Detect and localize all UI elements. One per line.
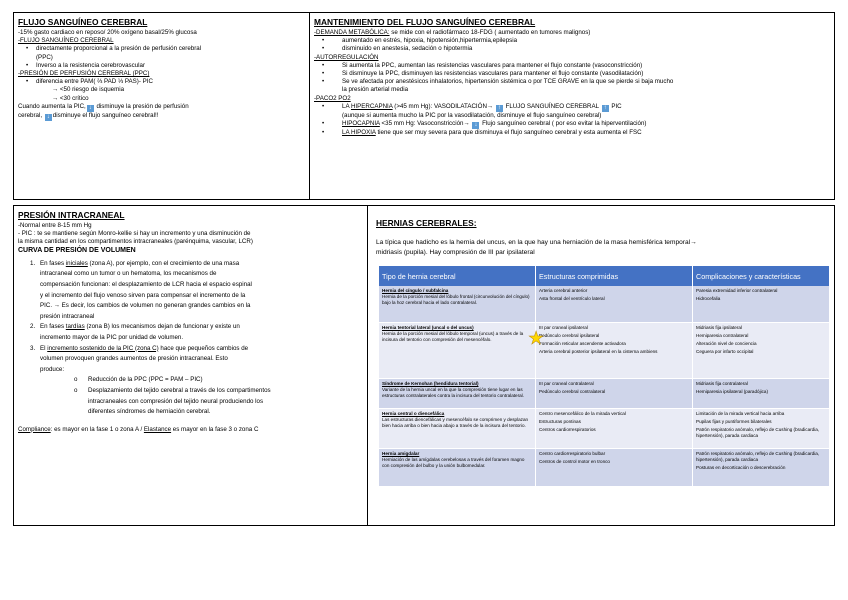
phase-3-term: incremento sostenido de la PIC (zona C)	[47, 344, 159, 352]
structures-cell	[536, 448, 693, 486]
phase-3-a: El	[40, 344, 48, 352]
autoreg-bullet-2: • Si disminuye la PPC, disminuyen las resistencias vasculares para mantener el flujo constante (vasodilatación)	[314, 70, 830, 78]
table-header-row	[379, 266, 830, 286]
demand-bullet-1: • aumentado en estrés, hipoxia, hipotensión,hipertermia,epilepsia	[314, 37, 830, 45]
pic-note-line-1	[18, 103, 305, 112]
col-header-complications: Complicaciones y características	[693, 266, 830, 286]
maintenance-title: MANTENIMIENTO DEL FLUJO SANGUÍNEO CEREBRAL	[314, 17, 536, 27]
icp-line-2: - PIC : te se mantiene según Monro-kellie si hay un incremento y una disminución de	[18, 230, 251, 238]
table-row	[379, 322, 830, 378]
icp-line-1: -Normal entre 8-15 mm Hg	[18, 222, 92, 229]
phase-2-line-1	[18, 322, 363, 333]
hernias-intro-2: midriasis (pupila). Hay compresión de III par ipsilateral	[376, 249, 535, 256]
hernia-type-cell	[379, 408, 536, 448]
sub-bullet-2-cont-2: diferentes síndromes de herniación cerebral.	[88, 408, 211, 416]
phase-1-line-6: presión intracraneal	[40, 312, 95, 320]
phase-3-line-2: volumen provoquen grandes aumentos de presión intracraneal. Esto	[40, 355, 228, 363]
autoregulation-heading: -AUTORREGULACIÓN	[314, 53, 379, 61]
down-arrow-icon: ↓	[474, 122, 478, 129]
autoreg-bullet-3: • Se ve afectada por anestésicos inhalatorios, hipertensión sistémica o por TCE GRAVE en la que se pierde si baja mucho	[314, 78, 830, 86]
ppc-subheading: -PRESIÓN DE PERFUSIÓN CEREBRAL (PPC)	[18, 70, 150, 78]
hypocapnia-line	[314, 120, 830, 129]
complication-item: Patrón respiratorio anómalo, reflejo de Cushing (bradicardia, hipertensión), parada cardiaca	[696, 450, 820, 462]
phase-1-b: (zona A), por ejemplo, con el crecimiento de una masa	[87, 259, 240, 267]
structure-item: Formación reticular ascendente activadora	[539, 340, 626, 346]
icp-title: PRESIÓN INTRACRANEAL	[18, 210, 125, 220]
complication-item: Hemiparesia contralateral	[696, 332, 749, 338]
pic-note-a: Cuando aumenta la PIC,	[18, 102, 86, 110]
structure-item: Arteria cerebral anterior	[539, 288, 588, 293]
structure-item: Centro cardiorrespiratorio bulbar	[539, 450, 606, 456]
complications-cell	[693, 378, 830, 408]
table-row	[379, 378, 830, 408]
down-arrow-icon: ↓	[46, 113, 50, 120]
blood-flow-bullet-1: • directamente proporcional a la presión de perfusión cerebral	[18, 45, 305, 53]
maintenance-box	[309, 12, 835, 200]
sub-bullet-2: o Desplazamiento del tejido cerebral a través de los compartimentos	[18, 386, 363, 397]
icp-line-3: la misma cantidad en los compartimentos intracraneales (parénquima, vascular, LCR)	[18, 238, 253, 246]
complications-cell	[693, 408, 830, 448]
autoreg-bullet-1: • Si aumenta la PPC, aumentan las resistencias vasculares para mantener el flujo constante (vasoconstricción)	[314, 62, 830, 70]
hypoxia-b: tiene que ser muy severa para que disminuya el flujo sanguíneo cerebral y esta aumenta el FSC	[375, 129, 642, 137]
structures-cell	[536, 322, 693, 378]
up-arrow-icon: ↑	[497, 104, 501, 111]
phase-1-a: En fases	[40, 259, 66, 267]
col-header-structures: Estructuras comprimidas	[536, 266, 693, 286]
icp-box	[13, 205, 368, 526]
complications-cell	[693, 322, 830, 378]
sub-bullet-2-cont-1: intracraneales con compresión del tejido neural produciendo los	[88, 397, 264, 405]
table-row	[379, 286, 830, 322]
hernias-title: HERNIAS CEREBRALES:	[376, 218, 477, 228]
table-row	[379, 408, 830, 448]
item-number: 3.	[30, 344, 36, 352]
hernias-intro-1: La típica que hadicho es la hernia del uncus, en la que hay una herniación de la masa hemisférica temporal→	[376, 239, 697, 246]
hypercapnia-term: HIPERCAPNIA	[350, 102, 393, 110]
hernia-type-cell	[379, 286, 536, 322]
hernia-type-desc: Herniación de las amígdalas cerebelosas a través del foramen magno con compresión del bulbo y la unión bulbomedular.	[382, 456, 525, 468]
hernia-type-title: Hernia amigdalar	[382, 450, 420, 456]
structure-item: III par craneal contralateral	[539, 380, 594, 386]
item-number: 1.	[30, 259, 36, 267]
phase-3-b: hace que pequeños cambios de	[158, 344, 249, 352]
complication-item: Hemiparesia ipsilateral (paradójica)	[696, 388, 768, 394]
phase-2-a: En fases	[40, 323, 66, 331]
complication-item: Pupilas fijas y puntiformes bilaterales	[696, 418, 772, 424]
structure-item: Pedúnculo cerebral contralateral	[539, 388, 606, 394]
structure-item: Centro mesencefálico de la mirada vertical	[539, 410, 626, 416]
ppc-arrow-1: → <50 riesgo de isquemia	[52, 86, 125, 94]
item-number: 2.	[30, 323, 36, 331]
ppc-bullet: • diferencia entre PAM( ⅔ PAD ⅓ PAS)- PIC	[18, 78, 305, 86]
compliance-b: : es mayor en la fase 1 o zona A /	[50, 425, 144, 433]
hypoxia-term: LA HIPOXIA	[342, 129, 376, 137]
metabolic-demand-label: -DEMANDA METABÓLICA:	[314, 29, 390, 36]
hypercapnia-c: (>45 mm Hg): VASODILATACIÓN→	[392, 102, 495, 110]
phase-2-term: tardías	[65, 323, 85, 331]
phase-1-term: iniciales	[65, 259, 88, 267]
pic-note-b: disminuye la presión de perfusión	[94, 102, 189, 110]
structure-item: III par craneal ipsilateral	[539, 324, 588, 330]
autoreg-bullet-3-cont: la presión arterial media	[342, 86, 409, 94]
phase-2-line-2: incremento mayor de la PIC por unidad de volumen.	[40, 333, 184, 341]
complications-cell	[693, 448, 830, 486]
down-arrow-icon: ↓	[88, 104, 92, 111]
hypocapnia-term: HIPOCAPNIA	[342, 120, 380, 128]
phase-1-line-2: intracraneal como un tumor o un hematoma, los mecanismos de	[40, 270, 217, 278]
phase-1-line-5: PIC. → Es decir, los cambios de volumen no generan grandes cambios en la	[40, 302, 251, 310]
hypercapnia-a: LA	[342, 102, 351, 110]
hernia-type-title: Hernia del cíngulo / subfalcina	[382, 288, 449, 293]
hypoxia-line	[314, 129, 830, 137]
hypercapnia-d: FLUJO SANGUÍNEO CEREBRAL	[503, 102, 601, 110]
metabolic-demand-line	[314, 29, 830, 37]
complication-item: Midriasis fija ipsilateral	[696, 324, 742, 330]
blood-flow-line-1: -15% gasto cardiaco en reposo/ 20% oxígeno basal/25% glucosa	[18, 29, 197, 36]
complication-item: Hidrocefalia	[696, 296, 721, 301]
structures-cell	[536, 286, 693, 322]
star-icon: ★	[528, 328, 545, 348]
hypercapnia-line	[314, 103, 830, 112]
paco2-heading: -PACO2 PO2	[314, 94, 351, 102]
hernia-type-desc: Las estructuras diencefálicas y mesencéfalo se comprimen y desplazan bien hacia arriba o bien hacia abajo a través de la incisura del tentorio.	[382, 416, 529, 428]
volume-curve-heading: CURVA DE PRESIÓN DE VOLUMEN	[18, 246, 136, 254]
phase-3-line-1	[18, 344, 363, 355]
hernia-type-title: Síndrome de Kernohan (hendidura tentorial)	[382, 380, 479, 386]
complication-item: Midriasis fija contralateral	[696, 380, 748, 386]
complication-item: Ceguera por infarto occipital	[696, 348, 754, 354]
complication-item: Posturas en decorticación o descerebración	[696, 464, 786, 470]
hernia-type-cell	[379, 378, 536, 408]
hernias-table	[379, 266, 830, 487]
sub-bullet-1: o Reducción de la PPC (PPC = PAM – PIC)	[18, 375, 363, 386]
structure-item: Centros de control motor en tronco	[539, 458, 610, 464]
phase-1-line-1	[18, 259, 363, 270]
structure-item: Centros cardiorrespiratorios	[539, 426, 596, 432]
metabolic-demand-text: se mide con el radiofármaco 18-FDG ( aumentado en tumores malignos)	[389, 29, 591, 36]
hernia-type-title: Hernia central o diencefálica	[382, 410, 445, 416]
col-header-type: Tipo de hernia cerebral	[379, 266, 536, 286]
pic-note-c: cerebral,	[18, 111, 44, 119]
hernia-type-cell	[379, 322, 536, 378]
phase-3-line-3: produce:	[40, 365, 65, 373]
hernia-type-desc: Hernia de la porción mesial del lóbulo temporal (uncus) a través de la incisura del tentorio con compresión del mesencéfalo.	[382, 330, 524, 342]
pic-note-d: disminuye el flujo sanguíneo cerebral!!	[52, 111, 159, 119]
phase-2-b: (zona B) los mecanismos dejan de funcionar y existe un	[84, 323, 240, 331]
structure-item: Arteria cerebral posterior ipsilateral en la cisterna ambiens	[539, 348, 658, 354]
hernia-type-title: Hernia tentorial lateral (uncal o del uncus)	[382, 324, 474, 330]
hernia-type-desc: Hernia de la porción mesial del lóbulo frontal (circunvolución del cíngulo) bajo la hoz cerebral hacia el lado contralateral.	[382, 294, 530, 305]
compliance-term: Compliance	[18, 425, 51, 433]
up-arrow-icon: ↑	[603, 104, 607, 111]
complication-item: Limitación de la mirada vertical hacia arriba	[696, 410, 785, 416]
hernia-type-cell	[379, 448, 536, 486]
complications-cell	[693, 286, 830, 322]
table-row	[379, 448, 830, 486]
hernia-type-desc: Variante de la hernia uncal en la que la compresión tiene lugar en las estructuras contralaterales contra la incisura del tentorio contralateral.	[382, 386, 524, 398]
demand-bullet-2: • disminuido en anestesia, sedación o hipotermia	[314, 45, 830, 53]
blood-flow-bullet-2: • Inverso a la resistencia cerebrovascular	[18, 62, 305, 70]
hypercapnia-e: PIC	[609, 102, 622, 110]
structure-item: Estructuras pontinas	[539, 418, 581, 424]
blood-flow-subheading: -FLUJO SANGUÍNEO CEREBRAL	[18, 37, 114, 45]
compliance-line	[18, 426, 363, 434]
blood-flow-bullet-1-cont: (PPC)	[36, 53, 53, 61]
pic-note-line-2	[18, 112, 305, 121]
hypocapnia-c: Flujo sanguíneo cerebral ( por eso evitar la hiperventilación)	[480, 120, 647, 128]
blood-flow-box	[13, 12, 310, 200]
compliance-d: es mayor en la fase 3 o zona C	[171, 425, 259, 433]
ppc-arrow-2: → <30 crítico	[52, 94, 89, 102]
phase-1-line-4: y el incremento del flujo venoso sirven para compensar el incremento de la	[40, 291, 246, 299]
hypocapnia-b: <35 mm Hg: Vasoconstricción→	[379, 120, 472, 128]
structure-item: Pedúnculo cerebral ipsilateral	[539, 332, 600, 338]
phase-1-line-3: compensación funcionan: el desplazamiento de LCR hacia el espacio espinal	[40, 281, 252, 288]
blood-flow-title: FLUJO SANGUÍNEO CEREBRAL	[18, 17, 148, 27]
elastance-term: Elastance	[143, 425, 172, 433]
structures-cell	[536, 378, 693, 408]
complication-item: Patrón respiratorio anómalo, reflejo de Cushing (bradicardia, hipertensión), parada cardiaca	[696, 426, 820, 438]
complication-item: Alteración nivel de conciencia	[696, 340, 757, 346]
complication-item: Paresia extremidad inferior contralateral	[696, 288, 778, 293]
hypercapnia-note: (aunque si aumenta mucho la PIC por la vasodilatación, disminuye el flujo sanguíneo cerebral)	[342, 111, 602, 119]
structures-cell	[536, 408, 693, 448]
structure-item: Asta frontal del ventrículo lateral	[539, 296, 605, 301]
